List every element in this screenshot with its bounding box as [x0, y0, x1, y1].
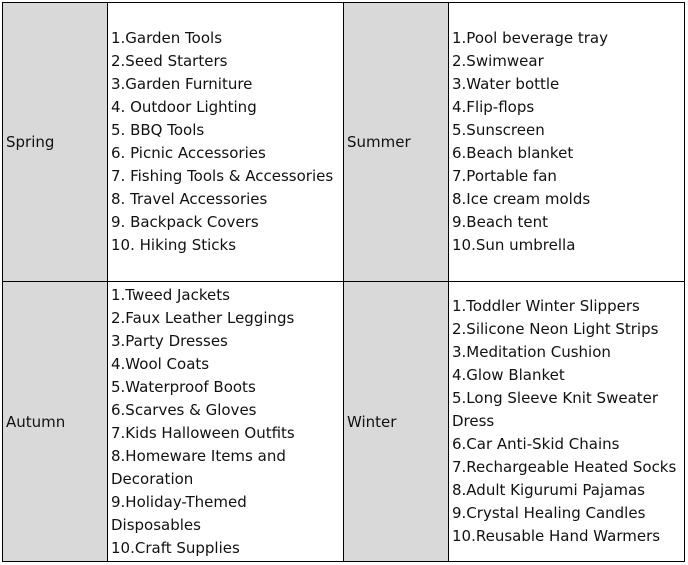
list-item: 3.Party Dresses	[111, 331, 228, 350]
list-item: 4. Outdoor Lighting	[111, 98, 257, 116]
list-item: 5.Long Sleeve Knit Sweater Dress	[452, 389, 659, 430]
season-name: Autumn	[6, 412, 66, 431]
season-name: Summer	[347, 133, 411, 151]
list-item: 3.Garden Furniture	[111, 75, 253, 93]
season-label-summer	[344, 3, 449, 282]
list-item: 2.Swimwear	[452, 52, 544, 70]
list-item: 9.Crystal Healing Candles	[452, 504, 646, 522]
season-name: Winter	[347, 412, 397, 431]
list-item: 7. Fishing Tools & Accessories	[111, 167, 334, 185]
season-items-spring	[108, 3, 344, 282]
list-item: 2.Seed Starters	[111, 52, 228, 70]
season-label-spring	[3, 3, 108, 282]
list-item: 7.Portable fan	[452, 167, 557, 185]
list-item: 5.Waterproof Boots	[111, 377, 256, 396]
list-item: 1.Pool beverage tray	[452, 29, 608, 47]
list-item: 4.Glow Blanket	[452, 366, 565, 384]
list-item: 10. Hiking Sticks	[111, 236, 237, 254]
list-item: 3.Water bottle	[452, 75, 560, 93]
season-items-autumn	[108, 282, 344, 562]
list-item: 6.Scarves & Gloves	[111, 400, 257, 419]
list-item: 8.Homeware Items and Decoration	[111, 446, 286, 488]
list-item: 8. Travel Accessories	[111, 190, 268, 208]
season-label-winter	[344, 282, 449, 562]
list-item: 1.Toddler Winter Slippers	[452, 297, 640, 315]
season-name: Spring	[6, 133, 55, 151]
list-item: 8.Adult Kigurumi Pajamas	[452, 481, 645, 499]
list-item: 5.Sunscreen	[452, 121, 545, 139]
season-label-autumn	[3, 282, 108, 562]
list-item: 2.Faux Leather Leggings	[111, 308, 295, 327]
list-item: 10.Craft Supplies	[111, 538, 240, 557]
list-item: 7.Kids Halloween Outfits	[111, 423, 295, 442]
season-items-winter	[449, 282, 685, 562]
list-item: 6. Picnic Accessories	[111, 144, 266, 162]
list-item: 9.Beach tent	[452, 213, 549, 231]
list-item: 8.Ice cream molds	[452, 190, 591, 208]
list-item: 6.Car Anti-Skid Chains	[452, 435, 620, 453]
season-items-summer	[449, 3, 685, 282]
list-item: 3.Meditation Cushion	[452, 343, 611, 361]
list-item: 4.Flip-flops	[452, 98, 535, 116]
list-item: 5. BBQ Tools	[111, 121, 205, 139]
list-item: 10.Reusable Hand Warmers	[452, 527, 661, 545]
list-item: 6.Beach blanket	[452, 144, 574, 162]
seasonal-products-table	[2, 2, 685, 562]
list-item: 9. Backpack Covers	[111, 213, 259, 231]
list-item: 10.Sun umbrella	[452, 236, 576, 254]
list-item: 7.Rechargeable Heated Socks	[452, 458, 677, 476]
list-item: 1.Garden Tools	[111, 29, 223, 47]
list-item: 4.Wool Coats	[111, 354, 210, 373]
list-item: 1.Tweed Jackets	[111, 285, 230, 304]
list-item: 9.Holiday-Themed Disposables	[111, 492, 247, 534]
list-item: 2.Silicone Neon Light Strips	[452, 320, 659, 338]
